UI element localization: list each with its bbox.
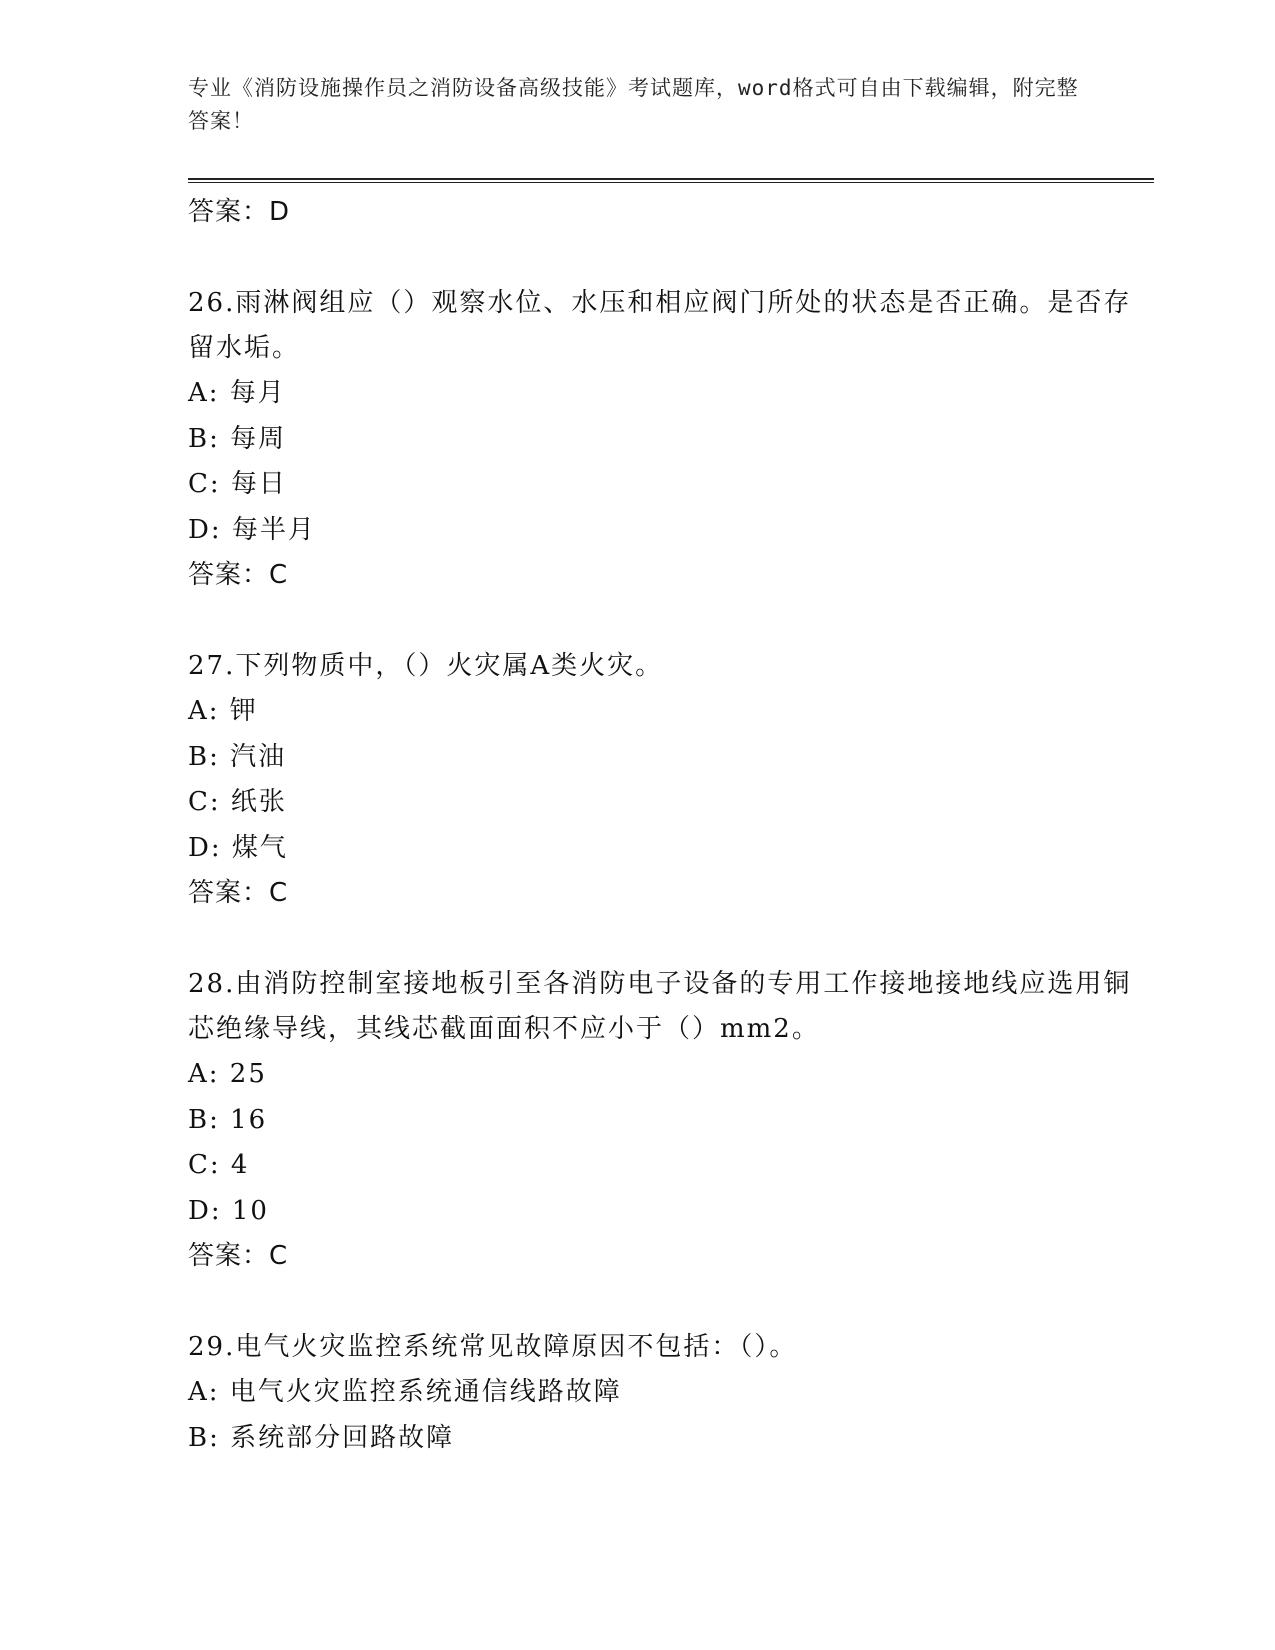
question-stem: 27.下列物质中，（）火灾属A类火灾。 <box>188 651 664 681</box>
option-c: C: 4 <box>188 1150 250 1180</box>
option-a: A: 电气火灾监控系统通信线路故障 <box>188 1377 622 1407</box>
question-26 <box>188 281 1154 598</box>
option-c: C: 纸张 <box>188 787 287 817</box>
document-header: 专业《消防设施操作员之消防设备高级技能》考试题库，word格式可自由下载编辑，附完整答案！ <box>188 76 1079 133</box>
answer-label: 答案：D <box>188 197 291 227</box>
option-d: D: 10 <box>188 1195 269 1226</box>
option-a: A: 每月 <box>188 378 286 408</box>
header-divider <box>188 178 1154 183</box>
answer-label: 答案：C <box>188 878 289 908</box>
option-b: B: 汽油 <box>188 741 287 772</box>
answer-label: 答案：C <box>188 560 289 590</box>
option-a: A: 25 <box>188 1059 267 1089</box>
option-d: D: 煤气 <box>188 832 288 863</box>
answer-label: 答案：C <box>188 1241 289 1271</box>
option-a: A: 钾 <box>188 696 258 726</box>
option-b: B: 每周 <box>188 423 287 454</box>
question-stem: 29.电气火灾监控系统常见故障原因不包括：（）。 <box>188 1332 798 1362</box>
question-28 <box>188 962 1154 1279</box>
option-d: D: 每半月 <box>188 514 316 545</box>
option-b: B: 系统部分回路故障 <box>188 1422 455 1453</box>
question-stem: 28.由消防控制室接地板引至各消防电子设备的专用工作接地接地线应选用铜芯绝缘导线，其线芯截面面积不应小于（）mm2。 <box>188 969 1132 1044</box>
question-29 <box>188 1325 1154 1461</box>
option-c: C: 每日 <box>188 469 287 499</box>
option-b: B: 16 <box>188 1104 268 1135</box>
question-stem: 26.雨淋阀组应（）观察水位、水压和相应阀门所处的状态是否正确。是否存留水垢。 <box>188 288 1132 363</box>
question-27 <box>188 644 1154 916</box>
document-content <box>188 190 1154 1461</box>
